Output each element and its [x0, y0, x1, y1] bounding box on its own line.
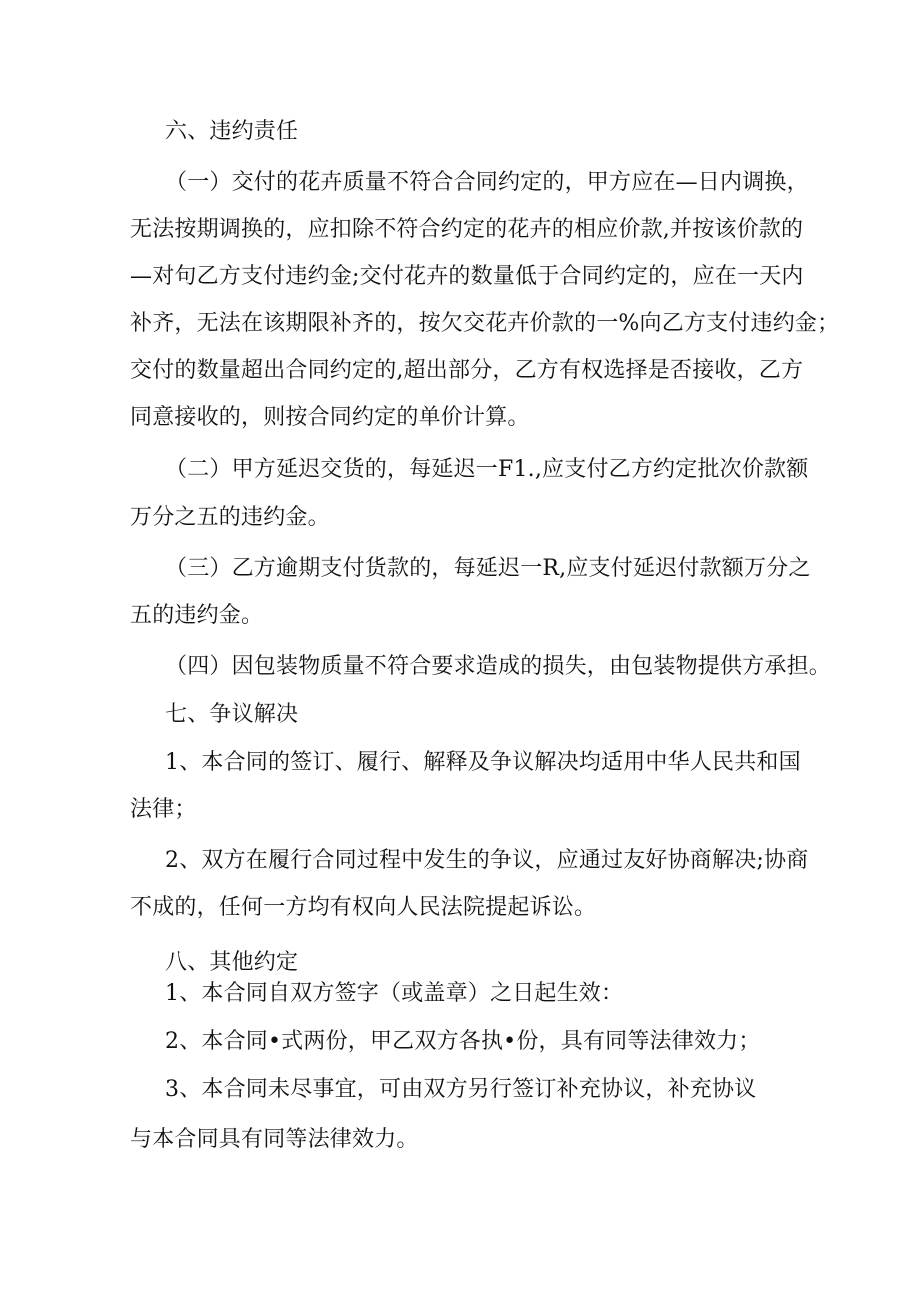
paragraph-line: （三）乙方逾期支付货款的，每延迟一R,应支付延迟付款额万分之 — [165, 556, 811, 581]
paragraph-line: 交付的数量超出合同约定的,超出部分，乙方有权选择是否接收，乙方 — [130, 358, 804, 383]
paragraph-line: （四）因包装物质量不符合要求造成的损失，由包装物提供方承担。 — [165, 654, 832, 679]
section-heading-8: 八、其他约定 — [165, 950, 299, 975]
paragraph-line: 不成的，任何一方均有权向人民法院提起诉讼。 — [130, 895, 597, 920]
paragraph-line: 1、本合同的签订、履行、解释及争议解决均适用中华人民共和国 — [165, 750, 801, 775]
paragraph-line: 3、本合同未尽事宜，可由双方另行签订补充协议，补充协议 — [165, 1077, 757, 1102]
paragraph-line: 五的违约金。 — [130, 603, 264, 628]
paragraph-line: 1、本合同自双方签字（或盖章）之日起生效： — [165, 981, 624, 1006]
paragraph-line: 补齐，无法在该期限补齐的，按欠交花卉价款的一%向乙方支付违约金； — [130, 311, 840, 336]
paragraph-line: （一）交付的花卉质量不符合合同约定的，甲方应在—日内调换， — [165, 170, 809, 195]
section-heading-7: 七、争议解决 — [165, 702, 299, 727]
paragraph-line: —对句乙方支付违约金;交付花卉的数量低于合同约定的，应在一天内 — [130, 264, 804, 289]
paragraph-line: 无法按期调换的，应扣除不符合约定的花卉的相应价款,并按该价款的 — [130, 217, 804, 242]
paragraph-line: 2、本合同•式两份，甲乙双方各执•份，具有同等法律效力； — [165, 1029, 761, 1054]
paragraph-line: 万分之五的违约金。 — [130, 505, 330, 530]
paragraph-line: （二）甲方延迟交货的，每延迟一F1.,应支付乙方约定批次价款额 — [165, 457, 809, 482]
section-heading-6: 六、违约责任 — [165, 119, 299, 144]
paragraph-line: 2、双方在履行合同过程中发生的争议，应通过友好协商解决;协商 — [165, 848, 809, 873]
paragraph-line: 同意接收的，则按合同约定的单价计算。 — [130, 405, 530, 430]
paragraph-line: 与本合同具有同等法律效力。 — [130, 1127, 419, 1152]
paragraph-line: 法律； — [130, 797, 197, 822]
